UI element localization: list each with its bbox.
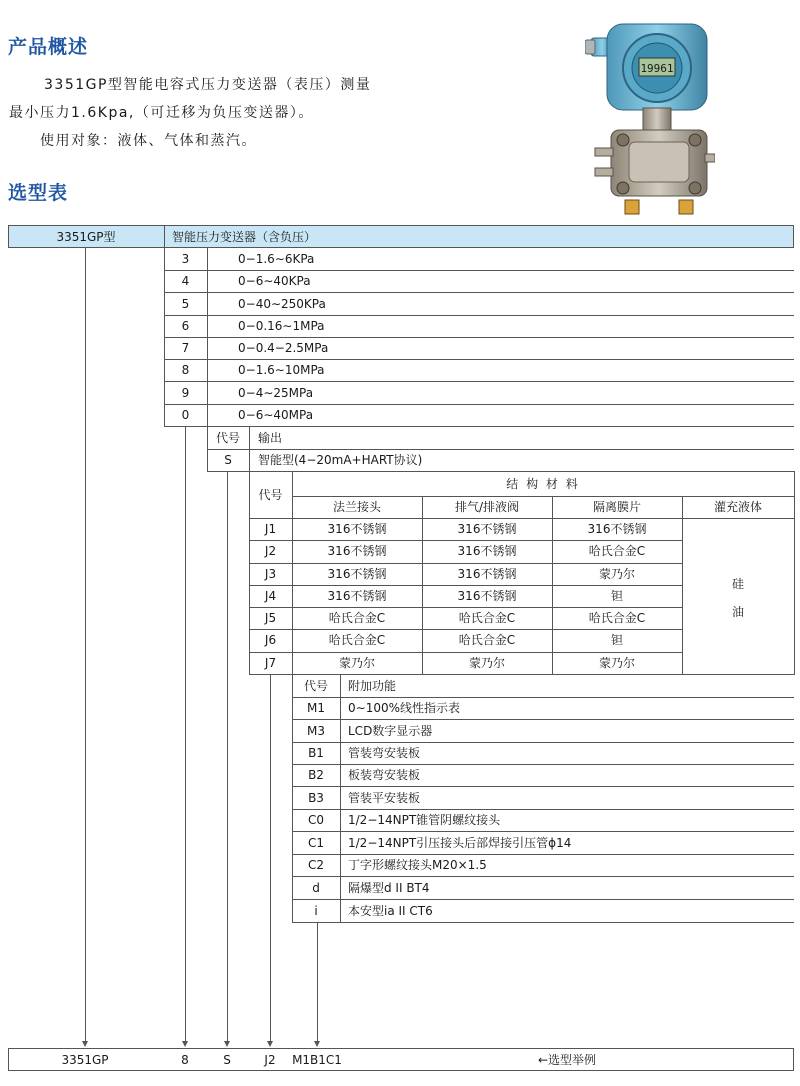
- options-title-header: 附加功能: [348, 679, 397, 693]
- flange-material: 哈氏合金C: [328, 611, 386, 625]
- range-value: 0−6∼40KPa: [238, 274, 311, 288]
- range-value: 0−40∼250KPa: [238, 297, 326, 311]
- range-code: 0: [181, 408, 190, 422]
- valve-material: 316不锈钢: [457, 522, 517, 536]
- flange-material: 316不锈钢: [327, 567, 387, 581]
- option-desc: 本安型ia II CT6: [348, 904, 433, 918]
- valve-material: 316不锈钢: [457, 589, 517, 603]
- example-options: M1B1C1: [292, 1053, 342, 1067]
- diaphragm-material: 316不锈钢: [587, 522, 647, 536]
- range-value: 0−4∼25MPa: [238, 386, 314, 400]
- diaphragm-material: 蒙乃尔: [598, 656, 635, 670]
- section-title-selection: 选型表: [8, 182, 69, 204]
- option-code: M1: [307, 701, 325, 715]
- diaphragm-material: 哈氏合金C: [588, 544, 646, 558]
- structure-code: J5: [264, 611, 277, 625]
- option-desc: 丁字形螺纹接头M20×1.5: [348, 858, 487, 872]
- flange-material: 哈氏合金C: [328, 633, 386, 647]
- flange-material: 316不锈钢: [327, 522, 387, 536]
- column-fill-liquid: 灌充液体: [713, 500, 762, 514]
- option-code: d: [312, 881, 320, 895]
- guide-line-output: [227, 472, 228, 1041]
- example-output: S: [223, 1053, 231, 1067]
- range-value: 0−1.6∼10MPa: [238, 363, 325, 377]
- range-code: 7: [181, 341, 190, 355]
- range-value: 0−6∼40MPa: [238, 408, 314, 422]
- option-code: C0: [307, 813, 324, 827]
- intro-line-2: 最小压力1.6Kpa,（可迁移为负压变送器）。: [9, 105, 314, 121]
- output-code-header: 代号: [215, 431, 240, 445]
- structure-code: J7: [264, 656, 277, 670]
- structure-code: J2: [264, 544, 277, 558]
- output-code: S: [224, 453, 232, 467]
- options-code-header: 代号: [303, 679, 328, 693]
- example-range: 8: [181, 1053, 189, 1067]
- fill-liquid-char-1: 硅: [731, 577, 744, 591]
- range-value: 0−0.16∼1MPa: [238, 319, 325, 333]
- guide-arrow-model: [82, 1041, 88, 1047]
- structure-code: J1: [264, 522, 277, 536]
- structure-code: J6: [264, 633, 277, 647]
- option-code: B3: [308, 791, 324, 805]
- option-code: B1: [308, 746, 324, 760]
- column-flange: 法兰接头: [332, 500, 381, 514]
- column-valve: 排气/排液阀: [454, 500, 520, 514]
- guide-arrow-options: [314, 1041, 320, 1047]
- intro-line-1: 3351GP型智能电容式压力变送器（表压）测量: [44, 77, 372, 93]
- option-desc: 1/2−14NPT引压接头后部焊接引压管ϕ14: [348, 836, 572, 850]
- range-code: 5: [181, 297, 190, 311]
- valve-material: 哈氏合金C: [458, 633, 516, 647]
- option-code: i: [314, 904, 318, 918]
- guide-arrow-range: [182, 1041, 188, 1047]
- diaphragm-material: 哈氏合金C: [588, 611, 646, 625]
- guide-line-structure: [270, 675, 271, 1041]
- output-value: 智能型(4−20mA+HART协议): [258, 453, 423, 467]
- output-title-header: 输出: [258, 431, 283, 445]
- option-code: C2: [307, 858, 324, 872]
- header-model: 3351GP型: [56, 230, 116, 244]
- option-code: C1: [307, 836, 324, 850]
- range-code: 9: [181, 386, 190, 400]
- range-code: 3: [181, 252, 190, 266]
- intro-line-3: 使用对象：液体、气体和蒸汽。: [40, 133, 257, 149]
- option-desc: 板装弯安装板: [348, 768, 421, 782]
- header-desc: 智能压力变送器（含负压）: [172, 230, 317, 244]
- column-diaphragm: 隔离膜片: [592, 500, 641, 514]
- option-desc: 隔爆型d II BT4: [348, 881, 430, 895]
- guide-line-options: [317, 923, 318, 1041]
- fill-liquid-char-2: 油: [731, 605, 744, 619]
- structure-code: J4: [264, 589, 277, 603]
- example-structure: J2: [264, 1053, 276, 1067]
- range-value: 0−1.6∼6KPa: [238, 252, 315, 266]
- option-desc: 管装弯安装板: [348, 746, 421, 760]
- flange-material: 316不锈钢: [327, 544, 387, 558]
- guide-arrow-structure: [267, 1041, 273, 1047]
- range-code: 6: [181, 319, 190, 333]
- lcd-reading: 19961: [640, 62, 674, 75]
- option-desc: LCD数字显示器: [348, 724, 433, 738]
- valve-material: 316不锈钢: [457, 544, 517, 558]
- flange-material: 316不锈钢: [327, 589, 387, 603]
- structure-code-header: 代号: [258, 488, 283, 502]
- diaphragm-material: 蒙乃尔: [598, 567, 635, 581]
- section-title-overview: 产品概述: [8, 36, 89, 58]
- example-row: [8, 1048, 794, 1071]
- diaphragm-material: 钽: [610, 589, 623, 603]
- guide-line-range: [185, 427, 186, 1041]
- example-model: 3351GP: [61, 1053, 109, 1067]
- option-desc: 管装平安装板: [348, 791, 421, 805]
- guide-arrow-output: [224, 1041, 230, 1047]
- range-code: 8: [181, 363, 190, 377]
- structure-group-header: 结 构 材 料: [506, 477, 580, 491]
- example-note: ←选型举例: [538, 1053, 597, 1067]
- valve-material: 蒙乃尔: [468, 656, 505, 670]
- structure-code: J3: [264, 567, 277, 581]
- range-code: 4: [181, 274, 190, 288]
- option-code: M3: [307, 724, 325, 738]
- range-value: 0−0.4−2.5MPa: [238, 341, 329, 355]
- option-desc: 1/2−14NPT锥管阴螺纹接头: [348, 813, 501, 827]
- guide-line-model: [85, 248, 86, 1041]
- flange-material: 蒙乃尔: [338, 656, 375, 670]
- option-desc: 0∼100%线性指示表: [348, 701, 460, 715]
- transmitter-product-image: [585, 18, 715, 223]
- valve-material: 哈氏合金C: [458, 611, 516, 625]
- valve-material: 316不锈钢: [457, 567, 517, 581]
- diaphragm-material: 钽: [610, 633, 623, 647]
- option-code: B2: [308, 768, 324, 782]
